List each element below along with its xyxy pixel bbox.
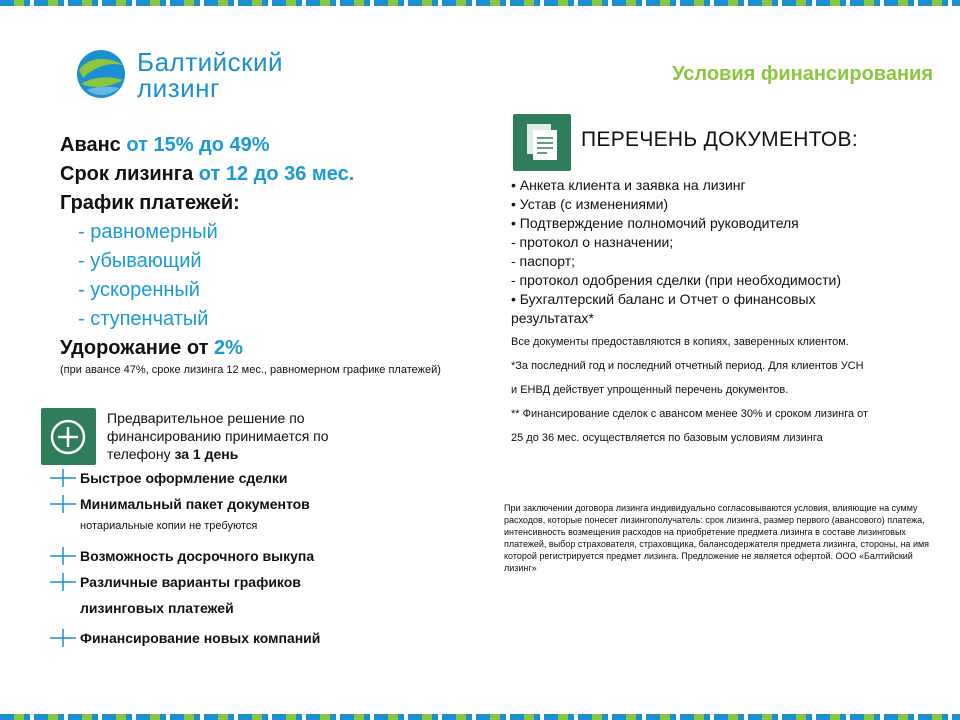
cross-bullet-icon bbox=[50, 469, 76, 487]
document-item: • Бухгалтерский баланс и Отчет о финансовых bbox=[511, 291, 816, 307]
benefit-item bbox=[50, 494, 450, 514]
term-value: от 12 до 36 мес. bbox=[198, 163, 355, 185]
document-item: - протокол о назначении; bbox=[511, 234, 674, 250]
document-item: - протокол одобрения сделки (при необходимости) bbox=[511, 272, 842, 288]
bottom-stripe-border bbox=[0, 714, 960, 720]
document-item: результатах* bbox=[511, 310, 594, 326]
advance-row bbox=[60, 131, 480, 160]
schedule-heading: График платежей: bbox=[60, 192, 240, 214]
plus-circle-icon bbox=[41, 408, 96, 465]
logo-line-2: лизинг bbox=[137, 73, 220, 103]
schedule-option: - ускоренный bbox=[78, 279, 200, 301]
schedule-option: - убывающий bbox=[78, 250, 202, 272]
document-item: • Устав (с изменениями) bbox=[511, 196, 669, 212]
benefit-item bbox=[50, 546, 450, 566]
benefit-item bbox=[50, 628, 450, 648]
benefit-label: Различные варианты графиков bbox=[80, 574, 301, 590]
document-note: Все документы предоставляются в копиях, заверенных клиентом. bbox=[511, 336, 849, 348]
benefit-label: Минимальный пакет документов bbox=[80, 496, 310, 512]
document-item: - паспорт; bbox=[511, 253, 576, 269]
benefit-label: Быстрое оформление сделки bbox=[80, 470, 288, 486]
schedule-option: - равномерный bbox=[78, 221, 218, 243]
legal-disclaimer: При заключении договора лизинга индивидуально согласовываются условия, влияющие на сумму расходов, которые понесет лизингополучатель: срок лизинга, размер первого (авансового) платежа, интенсивность возмещения расходов на приобретение предмета лизинга в составе лизинговых платежей, выбор страхователя, страховщика, балансодержателя предмета лизинга, стороны, на имя которой регистрируется предмет лизинга. Предложение не является офертой. ООО «Балтийский лизинг» bbox=[504, 503, 930, 573]
document-item: • Подтверждение полномочий руководителя bbox=[511, 215, 799, 231]
markup-note: (при авансе 47%, сроке лизинга 12 мес., равномерном графике платежей) bbox=[60, 364, 441, 376]
top-stripe-border bbox=[0, 0, 960, 6]
cross-bullet-icon bbox=[50, 629, 76, 647]
documents-list bbox=[511, 176, 911, 450]
cross-bullet-icon bbox=[50, 495, 76, 513]
benefit-subnote: нотариальные копии не требуются bbox=[80, 520, 258, 532]
benefits-list bbox=[50, 468, 450, 648]
benefit-item bbox=[50, 572, 450, 592]
decision-text: Предварительное решение по финансированию принимается по телефону bbox=[107, 410, 329, 462]
benefit-item bbox=[50, 468, 450, 488]
preliminary-decision-text bbox=[107, 409, 375, 463]
markup-row bbox=[60, 334, 480, 363]
cross-bullet-icon bbox=[50, 547, 76, 565]
logo-wordmark bbox=[137, 49, 283, 101]
benefit-label: Финансирование новых компаний bbox=[80, 630, 321, 646]
benefit-item-continuation bbox=[50, 598, 450, 618]
advance-value: от 15% до 49% bbox=[126, 134, 270, 156]
document-note: *За последний год и последний отчетный период. Для клиентов УСН bbox=[511, 360, 864, 372]
document-note: и ЕНВД действует упрощенный перечень документов. bbox=[511, 384, 789, 396]
cross-bullet-icon bbox=[50, 573, 76, 591]
document-note: 25 до 36 мес. осуществляется по базовым условиям лизинга bbox=[511, 432, 823, 444]
documents-title: ПЕРЕЧЕНЬ ДОКУМЕНТОВ: bbox=[581, 128, 858, 151]
decision-time: за 1 день bbox=[174, 446, 239, 462]
benefit-label: лизинговых платежей bbox=[80, 600, 234, 616]
page-title: Условия финансирования bbox=[672, 63, 933, 85]
company-logo bbox=[75, 46, 305, 102]
documents-icon bbox=[513, 114, 571, 171]
logo-globe-icon bbox=[75, 46, 131, 102]
document-note: ** Финансирование сделок с авансом менее 30% и сроком лизинга от bbox=[511, 408, 869, 420]
term-row bbox=[60, 160, 480, 189]
term-label: Срок лизинга bbox=[60, 163, 194, 185]
markup-label: Удорожание от bbox=[60, 337, 209, 359]
benefit-label: Возможность досрочного выкупа bbox=[80, 548, 315, 564]
markup-value: 2% bbox=[213, 337, 243, 359]
document-item: • Анкета клиента и заявка на лизинг bbox=[511, 177, 746, 193]
advance-label: Аванс bbox=[60, 134, 121, 156]
leasing-terms bbox=[60, 131, 480, 378]
schedule-option: - ступенчатый bbox=[78, 308, 209, 330]
logo-line-1: Балтийский bbox=[137, 47, 284, 77]
